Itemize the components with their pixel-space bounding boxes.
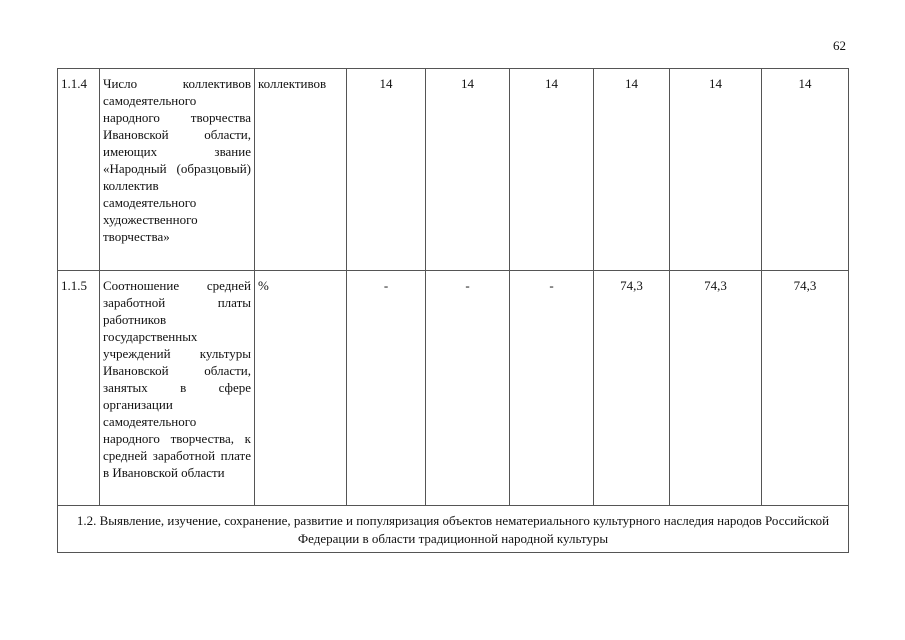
value-cell: - — [510, 271, 594, 506]
unit-of-measure: коллективов — [255, 69, 347, 271]
value-cell: 14 — [594, 69, 670, 271]
value-cell: 74,3 — [670, 271, 762, 506]
value-cell: 14 — [762, 69, 849, 271]
section-row — [58, 506, 849, 553]
value-cell: 74,3 — [762, 271, 849, 506]
value-cell: 74,3 — [594, 271, 670, 506]
value-cell: 14 — [347, 69, 426, 271]
indicator-name: Число коллективов самодеятельного народного творчества Ивановской области, имеющих звание «Народный (образцовый) коллектив самодеятельного художественного творчества» — [100, 69, 255, 271]
row-number: 1.1.5 — [58, 271, 100, 506]
indicators-table — [57, 68, 849, 553]
value-cell: - — [426, 271, 510, 506]
value-cell: 14 — [426, 69, 510, 271]
table-row — [58, 271, 849, 506]
row-number: 1.1.4 — [58, 69, 100, 271]
unit-of-measure: % — [255, 271, 347, 506]
value-cell: 14 — [510, 69, 594, 271]
page-number: 62 — [833, 38, 846, 53]
table-row — [58, 69, 849, 271]
value-cell: - — [347, 271, 426, 506]
section-heading: 1.2. Выявление, изучение, сохранение, развитие и популяризация объектов нематериального культурного наследия народов Российской Федерации в области традиционной народной культуры — [58, 506, 849, 553]
value-cell: 14 — [670, 69, 762, 271]
indicator-name: Соотношение средней заработной платы работников государственных учреждений культуры Ивановской области, занятых в сфере организации самодеятельного народного творчества, к средней заработной плате в Ивановской области — [100, 271, 255, 506]
